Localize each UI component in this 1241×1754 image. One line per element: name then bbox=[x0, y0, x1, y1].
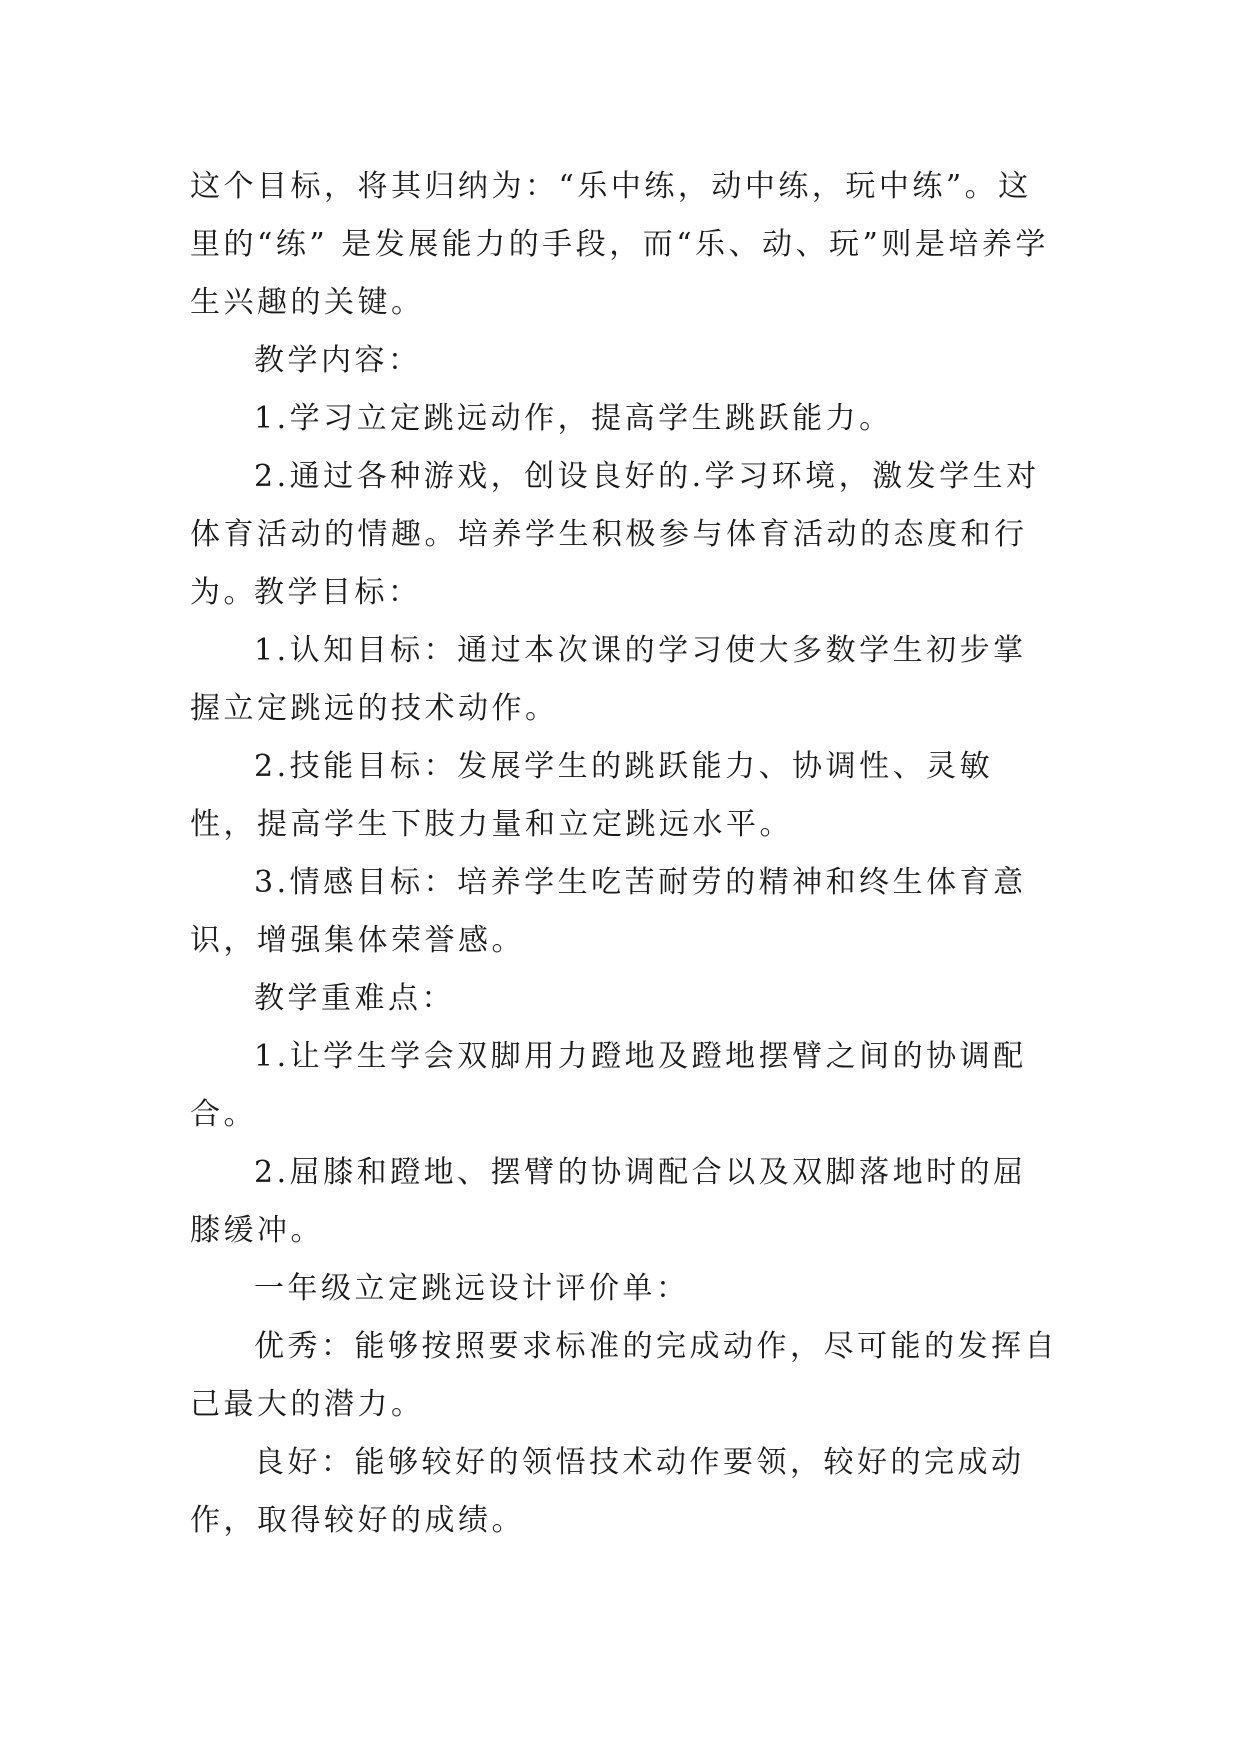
content-item-1: 1.学习立定跳远动作，提高学生跳跃能力。 bbox=[254, 401, 893, 436]
evaluation-excellent: 优秀：能够按照要求标准的完成动作，尽可能的发挥自己最大的潜力。 bbox=[190, 1329, 1058, 1422]
heading-key-points: 教学重难点： bbox=[254, 981, 455, 1016]
goal-item-1: 1.认知目标：通过本次课的学习使大多数学生初步掌握立定跳远的技术动作。 bbox=[190, 633, 1027, 726]
goal-item-3: 3.情感目标：培养学生吃苦耐劳的精神和终生体育意识，增强集体荣誉感。 bbox=[190, 865, 1027, 958]
goal-item-2: 2.技能目标：发展学生的跳跃能力、协调性、灵敏性，提高学生下肢力量和立定跳远水平。 bbox=[190, 749, 994, 842]
evaluation-good: 良好：能够较好的领悟技术动作要领，较好的完成动作，取得较好的成绩。 bbox=[190, 1445, 1025, 1538]
heading-evaluation: 一年级立定跳远设计评价单： bbox=[254, 1271, 690, 1306]
heading-teaching-goals: 教学目标： bbox=[254, 575, 422, 610]
key-point-2: 2.屈膝和蹬地、摆臂的协调配合以及双脚落地时的屈膝缓冲。 bbox=[190, 1155, 1027, 1248]
intro-paragraph: 这个目标，将其归纳为：“乐中练，动中练，玩中练”。这里的“练” 是发展能力的手段，而“乐、动、玩”则是培养学生兴趣的关键。 bbox=[190, 169, 1049, 320]
heading-teaching-content: 教学内容： bbox=[254, 343, 422, 378]
key-point-1: 1.让学生学会双脚用力蹬地及蹬地摆臂之间的协调配合。 bbox=[190, 1039, 1027, 1132]
content-item-2: 2.通过各种游戏，创设良好的.学习环境，激发学生对体育活动的情趣。培养学生积极参与体育活动的态度和行为。 bbox=[190, 459, 1040, 610]
